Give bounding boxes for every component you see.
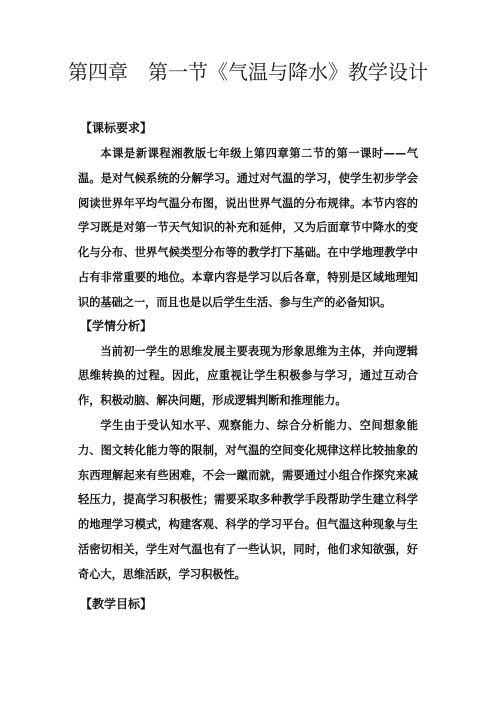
paragraph-curriculum-requirements: 本课是新课程湘教版七年级上第四章第二节的第一课时——气温。是对气候系统的分解学习。通过对气温的学习，使学生初步学会阅读世界年平均气温分布图，说出世界气温的分布规律。本节内容的学习既是对第一节天气知识的补充和延伸，又为后面章节中降水的变化与分布、世界气候类型分布等的教学打下基础。在中学地理教学中占有非常重要的地位。本章内容是学习以后各章，特别是区域地理知识的基础之一，而且也是以后学生生活、参与生产的必备知识。 xyxy=(78,147,418,309)
section-heading-curriculum-requirements: 【课标要求】 xyxy=(80,121,153,135)
paragraph-learner-analysis-2: 学生由于受认知水平、观察能力、综合分析能力、空间想象能力、图文转化能力等的限制，对气温的空间变化规律这样比较抽象的东西理解起来有些困难，不会一蹴而就，需要通过小组合作探究来减轻压力，提高学习积极性；需要采取多种教学手段帮助学生建立科学的地理学习模式，构建客观、科学的学习平台。但气温这种现象与生活密切相关，学生对气温也有了一些认识，同时，他们求知欲强，好奇心大，思维活跃，学习积极性。 xyxy=(78,418,418,581)
section-heading-teaching-objectives: 【教学目标】 xyxy=(80,596,153,611)
section-heading-learner-analysis: 【学情分析】 xyxy=(80,318,153,333)
paragraph-learner-analysis-1: 当前初一学生的思维发展主要表现为形象思维为主体，并向逻辑思维转换的过程。因此，应重视让学生积极参与学习，通过互动合作，积极动脑、解决问题，形成逻辑判断和推理能力。 xyxy=(78,344,418,408)
document-body xyxy=(78,118,418,614)
document-title: 第四章 第一节《气温与降水》教学设计 xyxy=(68,60,428,84)
